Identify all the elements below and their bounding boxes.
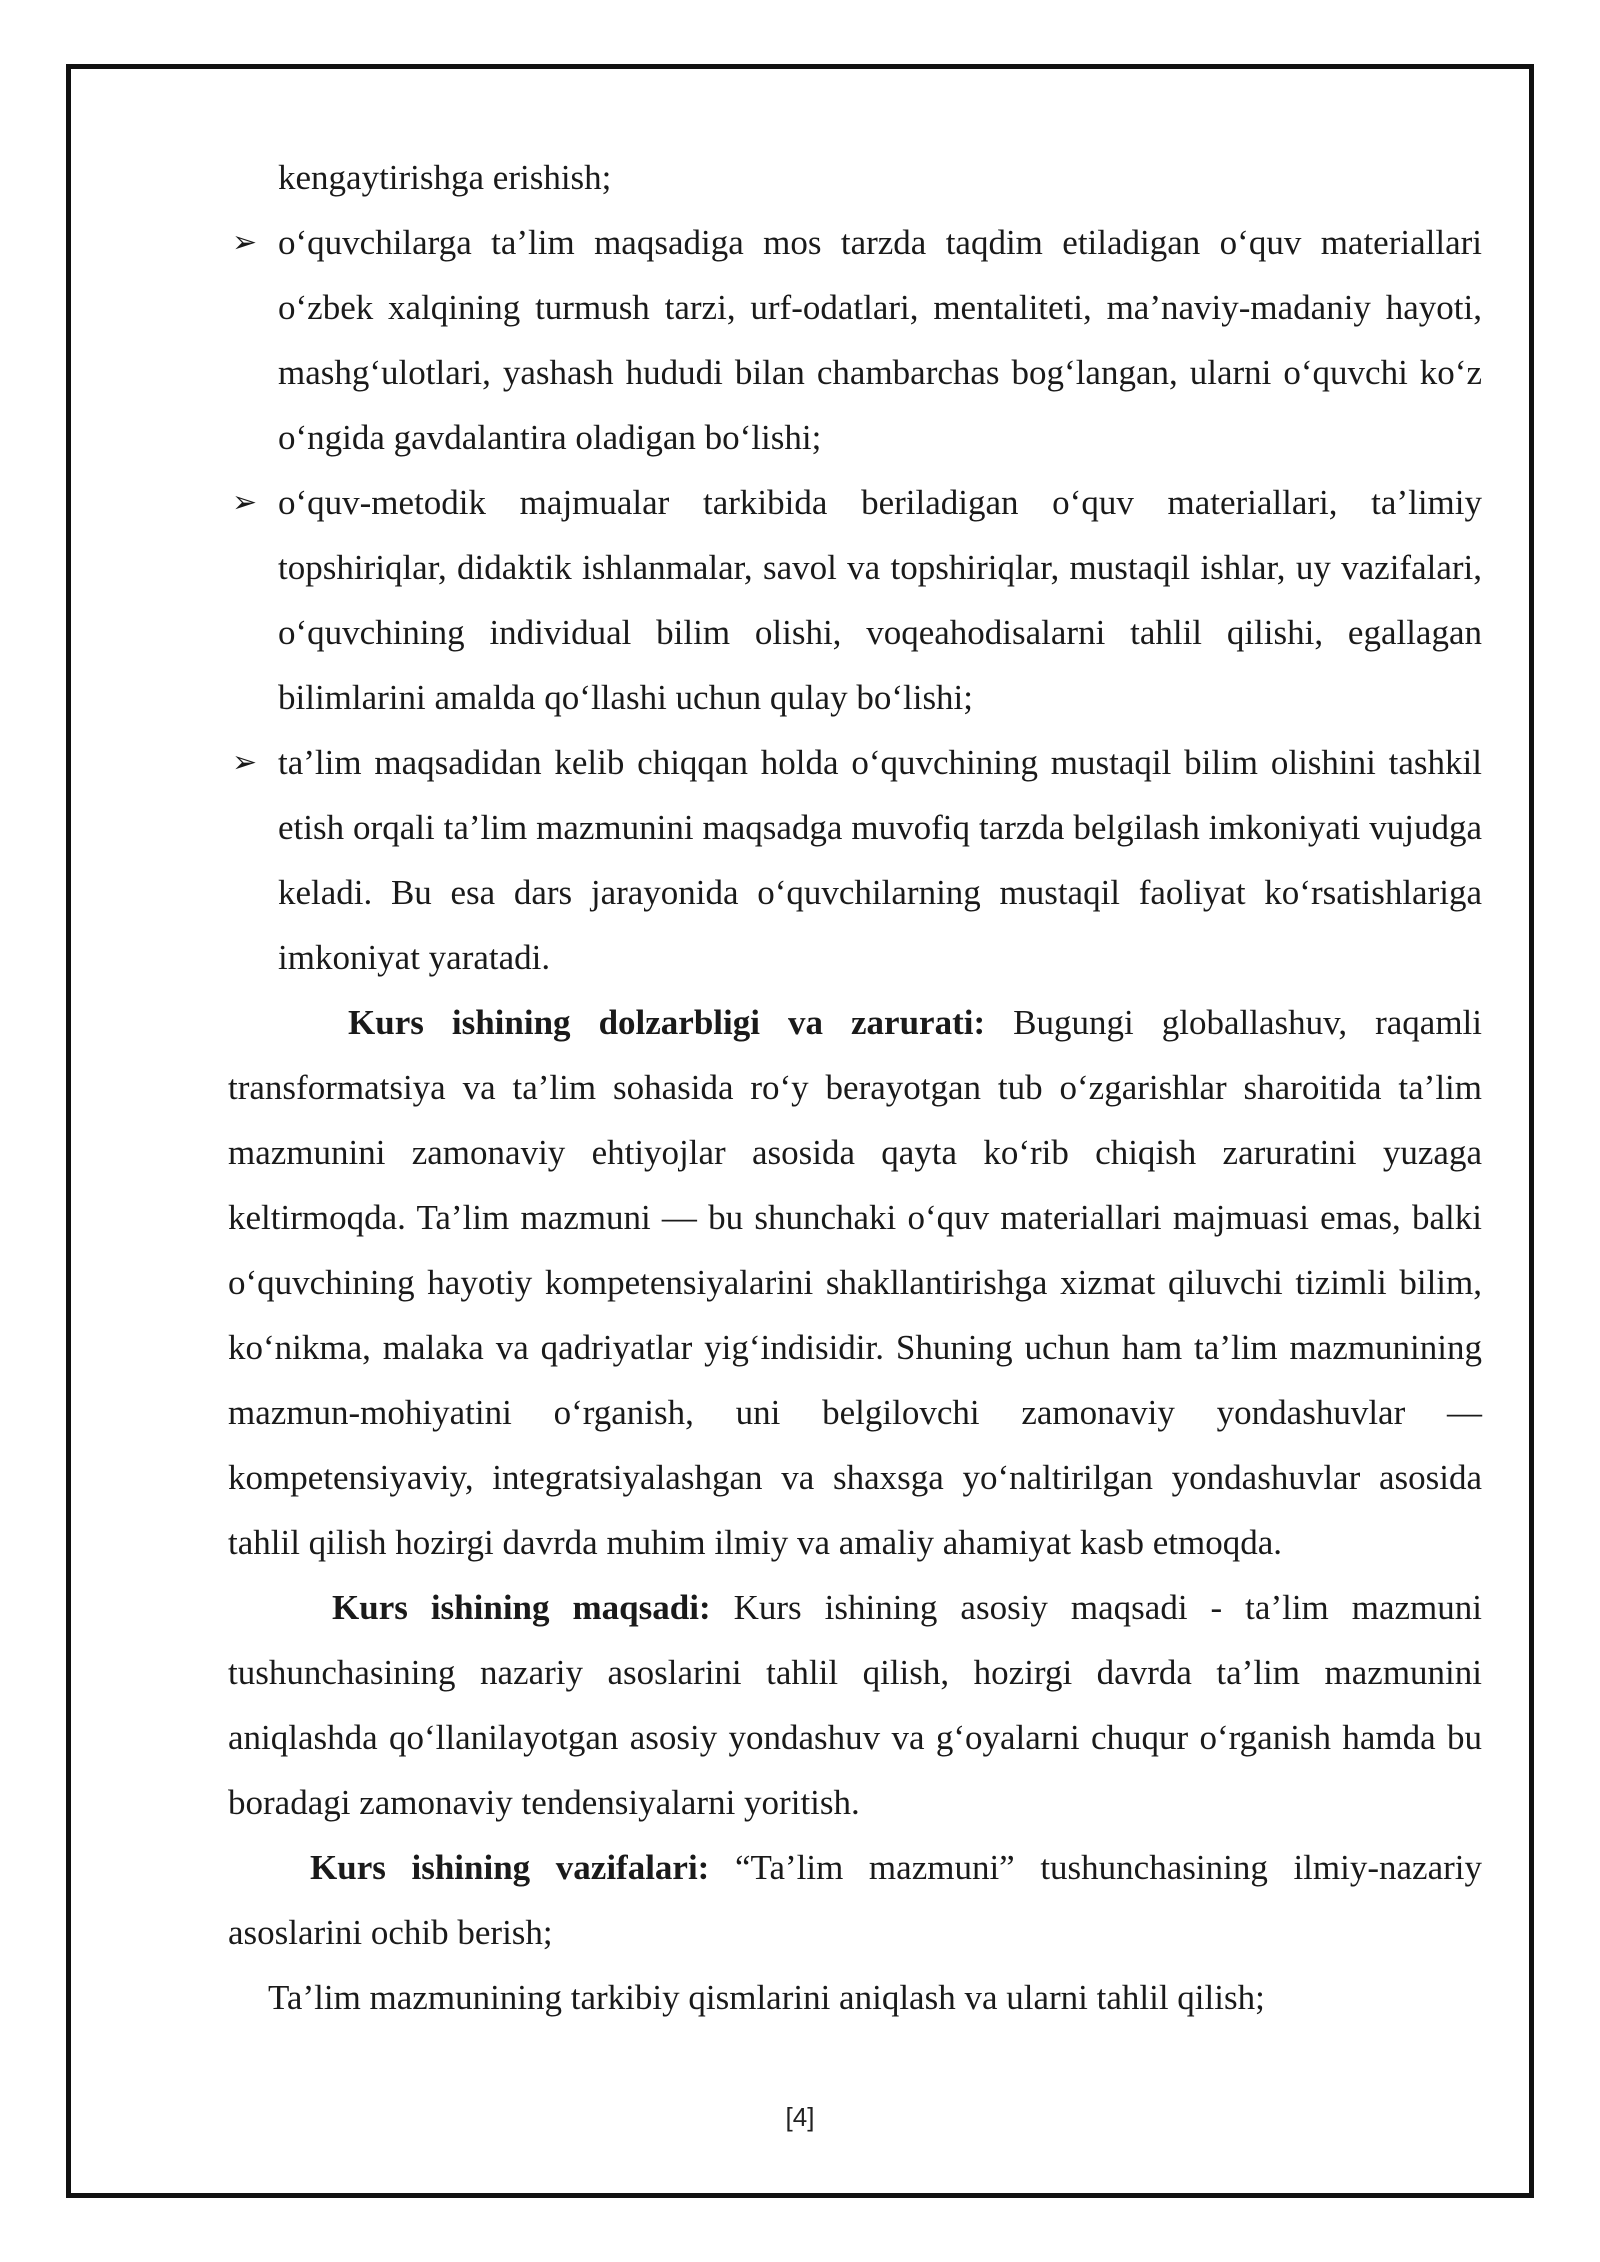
relevance-heading: Kurs ishining dolzarbligi va zarurati: — [348, 1003, 986, 1042]
arrowhead-right-icon: ➢ — [232, 745, 258, 780]
bullet-item — [228, 470, 1482, 730]
page-number: [4] — [785, 2102, 815, 2132]
tasks-text: “Ta’lim mazmuni” tushunchasining ilmiy-nazariy asoslarini ochib berish; — [228, 1848, 1482, 1952]
document-body — [228, 145, 1482, 2030]
bullet-item — [228, 730, 1482, 990]
task-line: Ta’lim mazmunining tarkibiy qismlarini aniqlash va ularni tahlil qilish; — [268, 1978, 1265, 2017]
goal-paragraph — [228, 1575, 1482, 1835]
bullet-item — [228, 210, 1482, 470]
tasks-paragraph — [228, 1835, 1482, 1965]
arrowhead-right-icon: ➢ — [232, 485, 258, 520]
bullet-text: o‘quv-metodik majmualar tarkibida beriladigan o‘quv materiallari, ta’limiy topshiriqlar, didaktik ishlanmalar, savol va topshiriqlar, mustaqil ishlar, uy vazifalari, o‘quvchining individual bilim olishi, voqeahodisalarni tahlil qilishi, egallagan bilimlarini amalda qo‘llashi uchun qulay bo‘lishi; — [278, 483, 1482, 717]
relevance-text: Bugungi globallashuv, raqamli transformatsiya va ta’lim sohasida ro‘y berayotgan tub o‘zgarishlar sharoitida ta’lim mazmunini zamonaviy ehtiyojlar asosida qayta ko‘rib chiqish zaruratini yuzaga keltirmoqda. Ta’lim mazmuni — bu shunchaki o‘quv materiallari majmuasi emas, balki o‘quvchining hayotiy kompetensiyalarini shakllantirishga xizmat qiluvchi tizimli bilim, ko‘nikma, malaka va qadriyatlar yig‘indisidir. Shuning uchun ham ta’lim mazmunining mazmun-mohiyatini o‘rganish, uni belgilovchi zamonaviy yondashuvlar — kompetensiyaviy, integratsiyalashgan va shaxsga yo‘naltirilgan yondashuvlar asosida tahlil qilish hozirgi davrda muhim ilmiy va amaliy ahamiyat kasb etmoqda. — [228, 1003, 1482, 1562]
bullet-text: ta’lim maqsadidan kelib chiqqan holda o‘quvchining mustaqil bilim olishini tashkil etish orqali ta’lim mazmunini maqsadga muvofiq tarzda belgilash imkoniyati vujudga keladi. Bu esa dars jarayonida o‘quvchilarning mustaqil faoliyat ko‘rsatishlariga imkoniyat yaratadi. — [278, 743, 1482, 977]
tasks-heading: Kurs ishining vazifalari: — [310, 1848, 710, 1887]
bullet-text: o‘quvchilarga ta’lim maqsadiga mos tarzda taqdim etiladigan o‘quv materiallari o‘zbek xalqining turmush tarzi, urf-odatlari, mentaliteti, ma’naviy-madaniy hayoti, mashg‘ulotlari, yashash hududi bilan chambarchas bog‘langan, ularni o‘quvchi ko‘z o‘ngida gavdalantira oladigan bo‘lishi; — [278, 223, 1482, 457]
continuation-line: kengaytirishga erishish; — [278, 158, 612, 197]
relevance-paragraph — [228, 990, 1482, 1575]
arrowhead-right-icon: ➢ — [232, 225, 258, 260]
goal-heading: Kurs ishining maqsadi: — [332, 1588, 711, 1627]
goal-text: Kurs ishining asosiy maqsadi - ta’lim mazmuni tushunchasining nazariy asoslarini tahlil qilish, hozirgi davrda ta’lim mazmunini aniqlashda qo‘llanilayotgan asosiy yondashuv va g‘oyalarni chuqur o‘rganish hamda bu boradagi zamonaviy tendensiyalarni yoritish. — [228, 1588, 1483, 1822]
